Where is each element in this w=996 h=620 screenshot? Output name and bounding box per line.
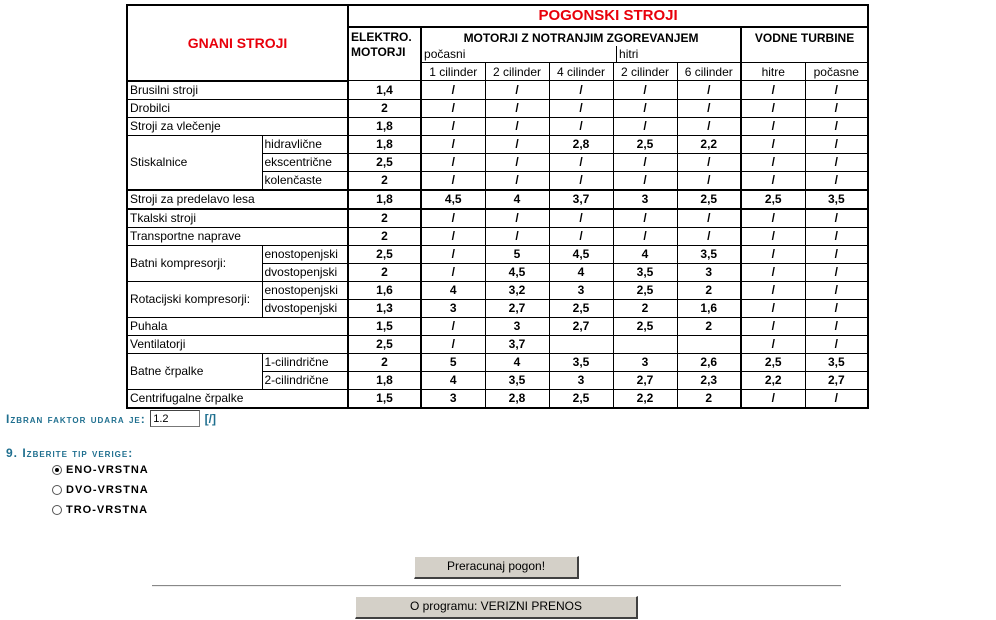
- factor-cell: 2,5: [677, 190, 741, 209]
- factor-cell: 2,7: [549, 317, 613, 335]
- row-machine-subtype: enostopenjski: [262, 245, 348, 263]
- radio-button-triple-row[interactable]: [52, 505, 62, 515]
- row-machine-subtype: dvostopenjski: [262, 263, 348, 281]
- factor-cell: /: [805, 153, 868, 171]
- factor-cell: /: [741, 227, 805, 245]
- factor-cell: /: [485, 135, 549, 153]
- factor-cell: 1,8: [348, 190, 421, 209]
- factor-cell: 3,5: [677, 245, 741, 263]
- row-machine-name: Drobilci: [127, 99, 348, 117]
- factor-cell: 1,8: [348, 371, 421, 389]
- factor-cell: 2,2: [741, 371, 805, 389]
- radio-option-triple-row[interactable]: [52, 504, 148, 516]
- factor-cell: 2,5: [549, 389, 613, 408]
- factor-cell: /: [741, 117, 805, 135]
- table-row: [127, 353, 868, 371]
- factor-cell: 2,7: [805, 371, 868, 389]
- sub-fast-turbines: hitre: [741, 63, 805, 81]
- internal-combustion-header: [421, 27, 741, 63]
- row-machine-name: Transportne naprave: [127, 227, 348, 245]
- factor-cell: /: [421, 263, 485, 281]
- factor-cell: /: [805, 81, 868, 100]
- factor-cell: 2,2: [613, 389, 677, 408]
- factor-cell: /: [805, 135, 868, 153]
- factor-cell: /: [805, 281, 868, 299]
- row-machine-subtype: hidravlične: [262, 135, 348, 153]
- factor-cell: /: [741, 317, 805, 335]
- driven-machines-header: GNANI STROJI: [127, 5, 348, 81]
- factor-cell: 3: [421, 389, 485, 408]
- internal-combustion-title: MOTORJI Z NOTRANJIM ZGOREVANJEM: [463, 31, 699, 45]
- factor-cell: 2,7: [613, 371, 677, 389]
- sub-2-cylinder-slow: 2 cilinder: [485, 63, 549, 81]
- radio-button-double-row[interactable]: [52, 485, 62, 495]
- factor-cell: /: [485, 171, 549, 190]
- factor-cell: /: [485, 81, 549, 100]
- factor-cell: 5: [485, 245, 549, 263]
- driving-machines-header: POGONSKI STROJI: [348, 5, 868, 27]
- factor-cell: 5: [421, 353, 485, 371]
- factor-cell: 2,5: [348, 335, 421, 353]
- factor-cell: 2: [348, 263, 421, 281]
- factor-cell: /: [485, 117, 549, 135]
- factor-cell: 2,8: [485, 389, 549, 408]
- row-machine-subtype: kolenčaste: [262, 171, 348, 190]
- row-machine-subtype: ekscentrične: [262, 153, 348, 171]
- factor-cell: 4: [421, 281, 485, 299]
- factor-cell: 3,7: [549, 190, 613, 209]
- radio-button-single-row[interactable]: [52, 465, 62, 475]
- factor-cell: /: [741, 281, 805, 299]
- factor-cell: /: [805, 245, 868, 263]
- factor-cell: /: [741, 81, 805, 100]
- factor-cell: 4: [421, 371, 485, 389]
- factor-cell: /: [677, 117, 741, 135]
- factor-cell: /: [613, 153, 677, 171]
- factor-cell: 2: [348, 227, 421, 245]
- table-row: [127, 245, 868, 263]
- factor-cell: 2,6: [677, 353, 741, 371]
- row-machine-name: Batni kompresorji:: [127, 245, 262, 281]
- factor-cell: /: [613, 99, 677, 117]
- factor-cell: /: [741, 153, 805, 171]
- table-row: [127, 389, 868, 408]
- factor-cell: /: [485, 99, 549, 117]
- factor-cell: 1,4: [348, 81, 421, 100]
- factor-cell: 2: [677, 389, 741, 408]
- factor-cell: /: [421, 317, 485, 335]
- factor-cell: /: [421, 135, 485, 153]
- row-machine-name: Puhala: [127, 317, 348, 335]
- factor-cell: 3: [613, 353, 677, 371]
- factor-cell: 3,5: [485, 371, 549, 389]
- sub-1-cylinder: 1 cilinder: [421, 63, 485, 81]
- factor-cell: 1,5: [348, 317, 421, 335]
- radio-label-single-row: ENO-VRSTNA: [66, 464, 149, 476]
- factor-cell: /: [741, 135, 805, 153]
- factor-cell: /: [421, 335, 485, 353]
- factor-cell: /: [805, 335, 868, 353]
- factor-cell: /: [805, 99, 868, 117]
- table-row: [127, 335, 868, 353]
- factor-cell: 3,5: [613, 263, 677, 281]
- sub-4-cylinder: 4 cilinder: [549, 63, 613, 81]
- factor-cell: /: [677, 171, 741, 190]
- factor-cell: /: [741, 209, 805, 228]
- factor-cell: 3,5: [805, 353, 868, 371]
- factor-cell: 4: [485, 353, 549, 371]
- table-row: [127, 209, 868, 228]
- factor-cell: /: [613, 81, 677, 100]
- factor-cell: /: [805, 209, 868, 228]
- factor-cell: 2,5: [613, 135, 677, 153]
- table-row: [127, 317, 868, 335]
- factor-cell: /: [805, 317, 868, 335]
- sub-6-cylinder: 6 cilinder: [677, 63, 741, 81]
- factor-cell: 1,8: [348, 117, 421, 135]
- impact-factor-unit: [/]: [204, 412, 216, 426]
- factor-cell: 3: [613, 190, 677, 209]
- factor-cell: 3: [677, 263, 741, 281]
- factor-cell: /: [805, 299, 868, 317]
- factor-cell: /: [549, 81, 613, 100]
- factor-cell: 4: [613, 245, 677, 263]
- factor-cell: 3: [485, 317, 549, 335]
- factor-cell: 4: [485, 190, 549, 209]
- factor-cell: [613, 335, 677, 353]
- row-machine-subtype: dvostopenjski: [262, 299, 348, 317]
- factor-cell: /: [805, 171, 868, 190]
- factor-cell: /: [549, 227, 613, 245]
- factor-cell: /: [677, 153, 741, 171]
- factor-cell: 2: [348, 353, 421, 371]
- row-machine-subtype: enostopenjski: [262, 281, 348, 299]
- sub-2-cylinder-fast: 2 cilinder: [613, 63, 677, 81]
- factor-cell: /: [421, 227, 485, 245]
- factor-cell: 4,5: [485, 263, 549, 281]
- slow-label: počasni: [424, 47, 466, 61]
- row-machine-name: Stroji za vlečenje: [127, 117, 348, 135]
- factor-cell: /: [805, 117, 868, 135]
- factor-cell: 3,2: [485, 281, 549, 299]
- factor-cell: /: [741, 171, 805, 190]
- table-body: [127, 81, 868, 408]
- factor-cell: /: [805, 389, 868, 408]
- factor-cell: [549, 335, 613, 353]
- radio-option-single-row[interactable]: [52, 464, 149, 476]
- row-machine-name: Batne črpalke: [127, 353, 262, 389]
- factor-cell: 2,5: [348, 245, 421, 263]
- factor-cell: 2,5: [741, 190, 805, 209]
- factor-cell: /: [613, 117, 677, 135]
- row-machine-name: Tkalski stroji: [127, 209, 348, 228]
- factor-cell: 2,7: [485, 299, 549, 317]
- factor-cell: 2: [613, 299, 677, 317]
- factor-cell: 4: [549, 263, 613, 281]
- factor-cell: /: [677, 227, 741, 245]
- factor-cell: 2: [348, 209, 421, 228]
- factor-cell: /: [741, 299, 805, 317]
- radio-label-double-row: DVO-VRSTNA: [66, 484, 149, 496]
- factor-cell: 3,7: [485, 335, 549, 353]
- factor-cell: /: [421, 153, 485, 171]
- electric-motors-line2: MOTORJI: [351, 45, 406, 59]
- factor-cell: 2,5: [613, 317, 677, 335]
- row-machine-name: Stiskalnice: [127, 135, 262, 190]
- factor-cell: [677, 335, 741, 353]
- factor-cell: 2: [677, 317, 741, 335]
- factor-cell: /: [485, 153, 549, 171]
- sub-slow-turbines: počasne: [805, 63, 868, 81]
- factor-cell: 2,8: [549, 135, 613, 153]
- row-machine-name: Brusilni stroji: [127, 81, 348, 100]
- impact-factor-label: Izbran faktor udara je:: [6, 412, 146, 426]
- factor-cell: 2: [348, 171, 421, 190]
- factor-cell: 3: [549, 371, 613, 389]
- table-row: [127, 281, 868, 299]
- factor-cell: 4,5: [549, 245, 613, 263]
- chain-type-label: 9. Izberite tip verige:: [6, 446, 134, 460]
- factor-cell: /: [549, 209, 613, 228]
- factor-cell: /: [741, 245, 805, 263]
- factor-cell: 2,5: [348, 153, 421, 171]
- factor-cell: /: [549, 171, 613, 190]
- factor-cell: /: [805, 263, 868, 281]
- factor-cell: /: [421, 117, 485, 135]
- factor-cell: 2,5: [549, 299, 613, 317]
- factor-cell: /: [421, 171, 485, 190]
- radio-label-triple-row: TRO-VRSTNA: [66, 504, 149, 516]
- factor-cell: /: [421, 245, 485, 263]
- table-row: [127, 99, 868, 117]
- factor-cell: /: [805, 227, 868, 245]
- calculate-button[interactable]: Preracunaj pogon!: [414, 556, 579, 579]
- factor-cell: /: [613, 171, 677, 190]
- factor-cell: 3: [421, 299, 485, 317]
- factor-cell: /: [677, 209, 741, 228]
- factor-cell: 2,5: [741, 353, 805, 371]
- radio-option-double-row[interactable]: [52, 484, 149, 496]
- row-machine-subtype: 1-cilindrične: [262, 353, 348, 371]
- electric-motors-header: [348, 27, 421, 81]
- impact-factor-line: [6, 410, 216, 428]
- row-machine-subtype: 2-cilindrične: [262, 371, 348, 389]
- table-row: [127, 135, 868, 153]
- factor-cell: /: [613, 209, 677, 228]
- factor-cell: /: [421, 99, 485, 117]
- factor-cell: /: [549, 117, 613, 135]
- factor-cell: 2,2: [677, 135, 741, 153]
- factor-cell: 1,5: [348, 389, 421, 408]
- fast-label: hitri: [619, 47, 639, 61]
- row-machine-name: Ventilatorji: [127, 335, 348, 353]
- slow-fast-divider: [616, 46, 617, 62]
- factor-cell: /: [549, 99, 613, 117]
- factor-cell: /: [485, 209, 549, 228]
- factor-cell: /: [613, 227, 677, 245]
- factor-cell: /: [421, 81, 485, 100]
- water-turbines-header: VODNE TURBINE: [741, 27, 868, 63]
- factor-cell: /: [677, 99, 741, 117]
- factor-cell: /: [549, 153, 613, 171]
- factor-cell: /: [421, 209, 485, 228]
- factor-cell: 1,3: [348, 299, 421, 317]
- factor-cell: /: [741, 335, 805, 353]
- factor-cell: 4,5: [421, 190, 485, 209]
- row-machine-name: Stroji za predelavo lesa: [127, 190, 348, 209]
- factor-cell: /: [741, 99, 805, 117]
- factor-cell: 3,5: [549, 353, 613, 371]
- impact-factor-table: [126, 4, 869, 409]
- table-row: [127, 190, 868, 209]
- factor-cell: 1,6: [348, 281, 421, 299]
- factor-cell: 1,8: [348, 135, 421, 153]
- factor-cell: /: [677, 81, 741, 100]
- factor-cell: 3,5: [805, 190, 868, 209]
- row-machine-name: Rotacijski kompresorji:: [127, 281, 262, 317]
- factor-cell: 1,6: [677, 299, 741, 317]
- impact-factor-input[interactable]: [150, 410, 200, 427]
- factor-cell: 2: [677, 281, 741, 299]
- table-row: [127, 81, 868, 100]
- table-row: [127, 117, 868, 135]
- factor-cell: /: [741, 389, 805, 408]
- factor-cell: 2,3: [677, 371, 741, 389]
- factor-cell: 2,5: [613, 281, 677, 299]
- electric-motors-line1: ELEKTRO.: [351, 30, 412, 44]
- factor-cell: /: [485, 227, 549, 245]
- about-program-button[interactable]: O programu: VERIZNI PRENOS: [355, 596, 638, 619]
- horizontal-divider: [152, 585, 841, 587]
- factor-cell: /: [741, 263, 805, 281]
- factor-cell: 3: [549, 281, 613, 299]
- row-machine-name: Centrifugalne črpalke: [127, 389, 348, 408]
- table-row: [127, 227, 868, 245]
- factor-cell: 2: [348, 99, 421, 117]
